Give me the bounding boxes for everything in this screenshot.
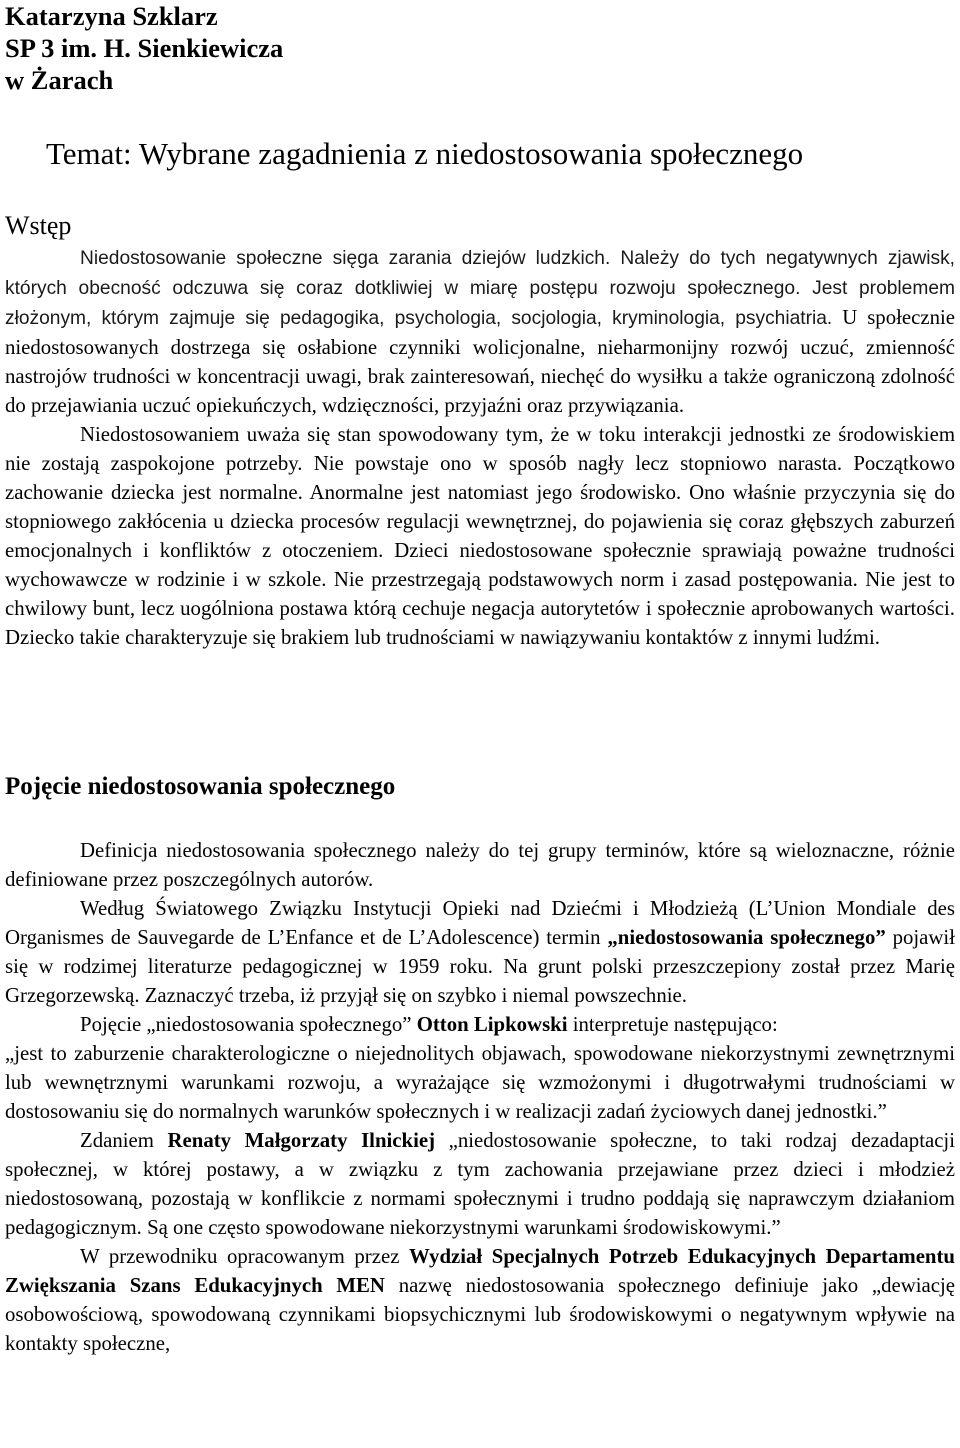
paragraph [5,894,955,1010]
paragraph-text: pojawił się w rodzimej literaturze pedagogicznej w 1959 roku. Na grunt polski przeszczepiony został przez Marię Grzegorzewską. Zaznaczyć trzeba, iż przyjął się on szybko i niemal powszechnie. [5,926,955,1007]
paragraph [5,1010,955,1039]
paragraph [5,1126,955,1242]
bold-term: „niedostosowania społecznego” [607,926,886,949]
paragraph-text: Pojęcie „niedostosowania społecznego” [80,1013,417,1036]
quote: „jest to zaburzenie charakterologiczne o niejednolitych objawach, spowodowane niekorzystnymi zewnętrznymi lub wewnętrznymi warunkami rozwoju, a wyrażające się wzmożonymi i długotrwałymi trudnościami w dostosowaniu się do normalnych warunków społecznych i w realizacji zadań życiowych danej jednostki.” [5,1042,955,1123]
author-town: w Żarach [5,65,114,95]
author-block [5,0,283,96]
paragraph-text: interpretuje następująco: [567,1013,778,1036]
bold-institution: Wydział Specjalnych Potrzeb Edukacyjnych Departamentu Zwiększania Szans Edukacyjnych MEN [5,1245,955,1297]
section-concept-body [5,836,955,1358]
section-intro-body [5,243,955,652]
bold-author: Otton Lipkowski [416,1013,568,1036]
paragraph: Definicja niedostosowania społecznego należy do tej grupy terminów, które są wieloznaczne, różnie definiowane przez poszczególnych autorów. [5,839,955,891]
paragraph-text: U społecznie niedostosowanych dostrzega się osłabione czynniki wolicjonalne, nieharmonijny rozwój uczuć, zmienność nastrojów trudności w koncentracji uwagi, brak zainteresowań, niechęć do wysiłku a także ograniczoną zdolność do przejawiania uczuć opiekuńczych, wdzięczności, przyjaźni oraz przywiązania. [5,306,955,417]
paragraph-text: W przewodniku opracowanym przez [80,1245,410,1268]
paragraph-text: „niedostosowanie społeczne, to taki rodzaj dezadaptacji społecznej, w której postawy, a w związku z tym zachowania przejawiane przez dzieci i młodzież niedostosowaną, pozostają w konflikcie z normami społecznymi i trudno poddają się naprawczym działaniom pedagogicznym. Są one często spowodowane niekorzystnymi warunkami środowiskowymi.” [5,1129,955,1239]
author-name: Katarzyna Szklarz [5,1,218,31]
section-heading-concept: Pojęcie niedostosowania społecznego [5,773,396,800]
paragraph [5,1242,955,1358]
paragraph: Niedostosowaniem uważa się stan spowodowany tym, że w toku interakcji jednostki ze środowiskiem nie zostają zaspokojone potrzeby. Nie powstaje ono w sposób nagły lecz stopniowo narasta. Początkowo zachowanie dziecka jest normalne. Anormalne jest natomiast jego środowisko. Ono właśnie przyczynia się do stopniowego zakłócenia u dziecka procesów regulacji wewnętrznej, do pojawienia się coraz głębszych zaburzeń emocjonalnych i konfliktów z otoczeniem. Dzieci niedostosowane społecznie sprawiają poważne trudności wychowawcze w rodzinie i w szkole. Nie przestrzegają podstawowych norm i zasad postępowania. Nie jest to chwilowy bunt, lecz uogólniona postawa którą cechuje negacja autorytetów i społecznie aprobowanych wartości. Dziecko takie charakteryzuje się brakiem lub trudnościami w nawiązywaniu kontaktów z innymi ludźmi. [5,423,955,649]
bold-author: Renaty Małgorzaty Ilnickiej [167,1129,436,1152]
paragraph-text: Zdaniem [80,1129,168,1152]
document-title: Temat: Wybrane zagadnienia z niedostosowania społecznego [46,136,804,171]
section-heading-intro: Wstęp [5,211,72,240]
author-school: SP 3 im. H. Sienkiewicza [5,33,284,63]
paragraph-text-sans: Niedostosowanie społeczne sięga zarania dziejów ludzkich. Należy do tych negatywnych zjawisk, których obecność odczuwa się coraz dotkliwiej w miarę postępu rozwoju społecznego. Jest problemem złożonym, którym zajmuje się pedagogika, psychologia, socjologia, kryminologia, psychiatria. [5,248,955,329]
paragraph-text: nazwę niedostosowania społecznego definiuje jako „dewiację osobowościową, spowodowaną czynnikami biopsychicznymi lub środowiskowymi o negatywnym wpływie na kontakty społeczne, [5,1274,955,1355]
paragraph-text: Według Światowego Związku Instytucji Opieki nad Dziećmi i Młodzieżą (L’Union Mondiale des Organismes de Sauvegarde de L’Enfance et de L’Adolescence) termin [5,897,955,949]
paragraph [5,243,955,420]
